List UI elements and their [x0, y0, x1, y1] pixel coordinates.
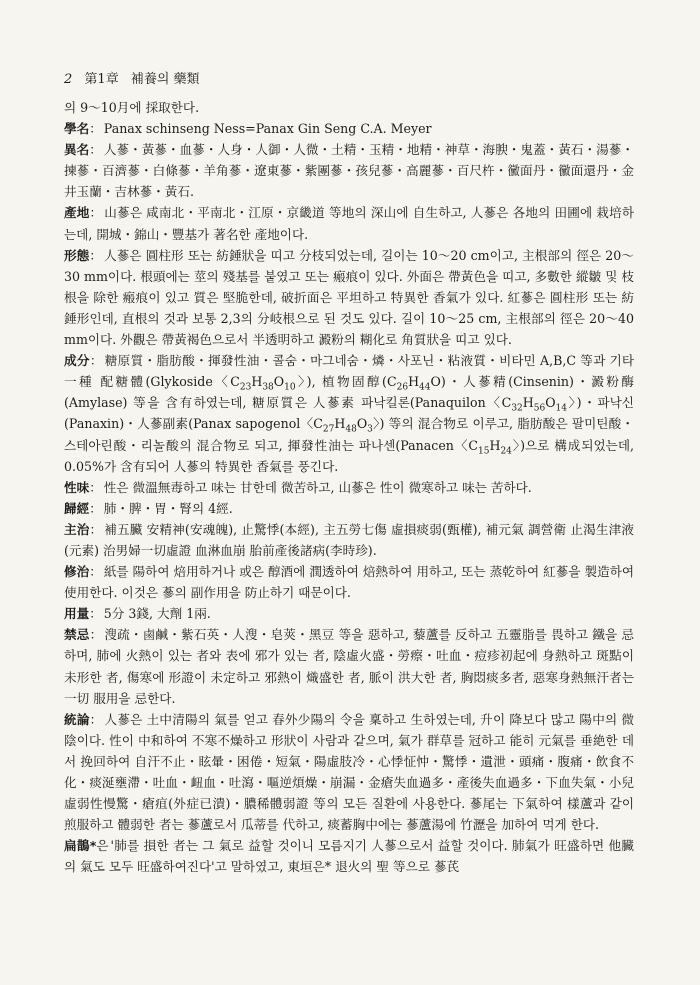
entry-text: O: [356, 416, 368, 432]
entry-text: 人蔘・黃蔘・血蔘・人身・人御・人微・土精・玉精・地精・神草・海腴・鬼蓋・黃石・湯蔘・揀蔘・百濟蔘・白條蔘・羊角蔘・遼東蔘・紫團蔘・孩兒蔘・高麗蔘・百尺杵・黴面丹・黴面還丹・金井玉蘭・吉林蔘・黃石.: [64, 142, 635, 200]
chapter-label: 第1章: [84, 72, 119, 87]
formula-subscript: 38: [262, 382, 274, 393]
entry-paragraph: [64, 477, 634, 498]
entry-paragraph: [64, 519, 634, 561]
formula-subscript: 48: [345, 424, 357, 435]
formula-subscript: 14: [555, 403, 567, 414]
entry-term: 學名: [64, 121, 90, 137]
entry-term: 異名: [64, 142, 90, 158]
entry-text: 補五臟 安精神(安魂魄), 止驚悸(本經), 主五勞七傷 虛損痰弱(甄權), 補元氣 調營衛 止渴生津液(元素) 治男婦一切虛證 血淋血崩 胎前產後諸病(李時珍).: [64, 521, 635, 558]
entry-text: 〉)・파낙신(Panaxin)・人蔘副素(Panax sapogenol〈C: [64, 395, 634, 432]
entry-separator: ：: [89, 564, 102, 580]
intro-line: 의 9～10月에 採取한다.: [64, 100, 200, 115]
formula-subscript: 32: [511, 403, 523, 414]
page-number: 2: [64, 72, 73, 87]
entry-paragraph: [64, 835, 634, 877]
entry-paragraph: [64, 350, 634, 477]
entry-term: 修治: [64, 564, 90, 580]
entry-term: 用量: [64, 606, 90, 622]
entry-separator: ：: [89, 500, 102, 516]
formula-subscript: 24: [500, 446, 512, 457]
entry-paragraph: [64, 624, 634, 708]
entry-text: 人蔘은 土中清陽의 氣를 얻고 春外少陽의 令을 稟하고 生하였는데, 升이 降보다 많고 陽中의 微陰이다. 性이 中和하여 不寒不燥하고 形狀이 사람과 같으며, 氣가 群草를 冠하고 能히 元氣를 垂絶한 데서 挽回하여 自汗不止・眩暈・困倦・短氣・陽虛肢冷・心悸怔忡・驚悸・遺泄・頭痛・腹痛・飲食不化・痰涎壅滯・吐血・衄血・吐瀉・嘔逆煩燥・崩漏・金瘡失血過多・產後失血過多・下血失氣・小兒虛弱性慢驚・瘡疽(外症已潰)・膿稀體弱證 等의 모든 질환에 사용한다. 蔘尾는 下氣하여 樣蘆과 같이 煎服하고 體弱한 者는 蔘蘆로서 瓜蒂를 代하고, 痰蓄胸中에는 蔘蘆湯에 竹瀝을 加하여 먹게 한다.: [64, 711, 635, 833]
entry-separator: ：: [89, 205, 103, 221]
entry-term: 主治: [64, 521, 90, 537]
entry-text: H: [334, 416, 346, 432]
formula-subscript: 56: [533, 403, 546, 414]
formula-subscript: 3: [367, 424, 373, 435]
entry-text: '肺를 損한 者는 그 氣로 益할 것이니 모름지기 人蔘으로서 益할 것이다. 肺氣가 旺盛하면 他臟의 氣도 모두 旺盛하여진다'고 말하였고, 東垣은* 退火의 聖 等으로 蔘芪: [64, 838, 634, 875]
formula-subscript: 27: [322, 424, 335, 435]
entry-separator: ：: [89, 121, 102, 137]
entry-paragraph: [64, 245, 634, 350]
entry-paragraph: [64, 709, 634, 836]
entry-text: O)・人蔘精(Cinsenin)・澱粉酶(Amylase) 等을 含有하였는데, 糖原質은 人蔘素 파낙킬론(Panaquilon〈C: [64, 374, 634, 411]
entry-term: 形態: [64, 247, 90, 263]
entry-term: 歸經: [64, 500, 90, 516]
entry-text: 〉), 植物固醇(C: [295, 374, 397, 390]
entry-text: 人蔘은 圓柱形 또는 紡錘狀을 띠고 分枝되었는데, 길이는 10～20 cm이고, 主根部의 徑은 20～30 mm이다. 根頭에는 莖의 殘基를 붙였고 또는 瘢痕이 있다. 外面은 帶黃色을 띠고, 多數한 縱皺 및 枝根을 除한 瘢痕이 있고 質은 堅脆한데, 破折面은 平坦하고 特異한 香氣가 있다. 紅蔘은 圓柱形 또는 紡錘形인데, 直根의 것과 보통 2,3의 分岐根으로 된 것도 있다. 길이 10～25 cm, 主根部의 徑은 20～40 mm이다. 外觀은 帶黃褐色으로서 半透明하고 澱粉의 糊化로 角質狀을 띠고 있다.: [64, 247, 635, 348]
entry-separator: ：: [89, 142, 102, 158]
entry-text: O: [545, 395, 556, 411]
entry-text: H: [251, 374, 263, 390]
entry-paragraph: [64, 139, 634, 202]
entry-paragraph: [64, 498, 634, 519]
entry-paragraph: [64, 561, 634, 603]
entry-text: 山蔘은 咸南北・平南北・江原・京畿道 等地의 深山에 自生하고, 人蔘은 各地의 田圃에 栽培하는데, 開城・錦山・豐基가 著名한 產地이다.: [64, 205, 635, 242]
formula-subscript: 23: [239, 382, 252, 393]
entry-text: 溲疏・鹵鹹・紫石英・人溲・皂莢・黑豆 等을 惡하고, 藜蘆를 反하고 五靈脂를 畏하고 鐵을 忌하며, 肺에 火熱이 있는 者와 表에 邪가 있는 者, 陰虛火盛・勞瘵・吐血・痘疹初起에 身熱하고 斑點이 未形한 者, 傷寒에 形證이 未定하고 邪熱이 熾盛한 者, 脈이 洪大한 者, 胸悶痰多者, 惡寒身熱無汗者는 一切 服用을 忌한다.: [64, 627, 634, 706]
entry-term: 性味: [64, 479, 90, 495]
entry-separator: ：: [89, 479, 102, 495]
formula-subscript: 26: [396, 382, 409, 393]
formula-subscript: 10: [284, 382, 296, 393]
entry-text: H: [522, 395, 534, 411]
formula-subscript: 15: [478, 446, 490, 457]
entry-term: 禁忌: [64, 627, 90, 643]
entry-text: 〉) 等의 混合物로 이루고, 脂肪酸은 팔미틴酸・스테아린酸・리놀酸의 混合物로 되고, 揮發性油는 파나센(Panacen〈C: [64, 416, 634, 453]
entry-separator: ：: [89, 711, 103, 727]
formula-subscript: 44: [419, 382, 431, 393]
entry-text: H: [408, 374, 420, 390]
entry-text: H: [489, 437, 501, 453]
entry-text: Panax schinseng Ness=Panax Gin Seng C.A. Meyer: [103, 121, 432, 137]
entry-text: 肺・脾・胃・腎의 4經.: [103, 500, 233, 516]
entry-text: 糖原質・脂肪酸・揮發性油・콜숨・마그네숨・燐・사포닌・粘液質・비타민 A,B,C 等과 기타 一種 配糖體(Glykoside〈C: [64, 353, 635, 390]
entry-term: 成分: [64, 353, 90, 369]
entry-paragraph: [64, 603, 634, 624]
entry-separator: ：: [89, 606, 102, 622]
entry-separator: ：: [89, 247, 103, 263]
entry-separator: ：: [89, 627, 103, 643]
section-title: 補養의 藥類: [130, 72, 200, 87]
entry-text: 5分 3錢, 大劑 1兩.: [103, 606, 211, 622]
entry-separator: ：: [89, 521, 103, 537]
entry-term: 產地: [64, 205, 90, 221]
entry-term: 扁鵲*: [64, 838, 97, 854]
entry-text: 〉)으로 構成되었는데, 0.05%가 含有되어 人蔘의 特異한 香氣를 풍긴다.: [64, 437, 634, 474]
entry-paragraph: [64, 118, 634, 139]
body-text: [64, 97, 634, 877]
entry-term: 統論: [64, 711, 90, 727]
entry-paragraph: [64, 202, 634, 244]
entry-text: O: [273, 374, 285, 390]
entry-text: 性은 微溫無毒하고 味는 甘한데 微苦하고, 山蔘은 性이 微寒하고 味는 苦하다.: [103, 479, 532, 495]
entry-text: 紙를 陽하여 焙用하거나 或은 醇酒에 潤透하여 焙熱하여 用하고, 또는 蒸乾하여 紅蔘을 製造하여 使用한다. 이것은 蔘의 副作用을 防止하기 때문이다.: [64, 564, 635, 601]
running-header: [64, 68, 634, 87]
entry-term-suffix: 은: [96, 838, 109, 854]
entry-separator: ：: [89, 353, 103, 369]
